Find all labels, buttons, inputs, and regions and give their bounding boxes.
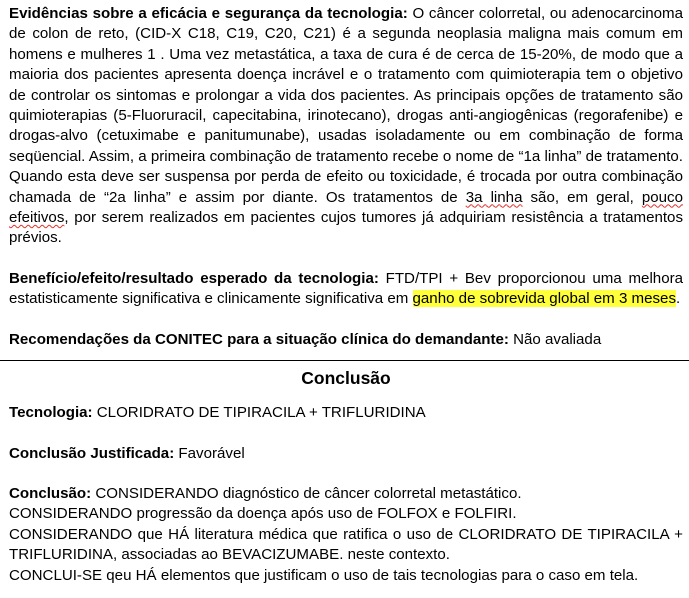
conclusion-line-1 xyxy=(9,484,683,504)
evidence-label: Evidências sobre a eficácia e segurança da tecnologia: xyxy=(9,5,408,22)
evidence-text: O câncer colorretal, ou adenocarcinoma de colon de reto, (CID-X C18, C19, C20, C21) é a segunda neoplasia maligna mais comum em homens e mulheres 1 . Uma vez metastática, a taxa de cura é de cerca de 15-20%, de modo que a maioria dos pacientes apresenta doença incrável e o tratamento com quimioterapia tem o objetivo de controlar os sintomas e prolongar a vida dos pacientes. As principais opções de tratamento são quimioterapias (5-Fluoruracil, capecitabina, irinotecano), drogas anti-angiogênicas (regorafenibe) e drogas-alvo (cetuximabe e panitumunabe), usadas isoladamente ou em combinação de forma seqüencial. Assim, a primeira combinação de tratamento recebe o nome de “1a linha” de tratamento. Quando esta deve ser suspensa por perda de efeito ou toxicidade, é trocada por outra combinação chamada de “2a linha” e assim por diante. Os tratamentos de xyxy=(9,5,684,206)
benefit-text: FTD/TPI + Bev proporcionou uma melhora estatisticamente significativa e clinicamente significativa em xyxy=(9,269,684,308)
spelling-flag-pouco-efeitivos: pouco efeitivos xyxy=(9,188,683,227)
spacer xyxy=(9,249,683,269)
spacer xyxy=(9,424,683,444)
technology-value: CLORIDRATO DE TIPIRACILA + TRIFLURIDINA xyxy=(92,404,426,422)
recommendation-paragraph xyxy=(9,330,683,350)
justified-value: Favorável xyxy=(174,444,245,462)
conclusion-line-2: CONSIDERANDO progressão da doença após uso de FOLFOX e FOLFIRI. xyxy=(9,505,517,523)
conclusion-label: Conclusão: xyxy=(9,484,92,502)
evidence-paragraph xyxy=(9,4,683,249)
spacer xyxy=(9,464,683,484)
recommendation-label: Recomendações da CONITEC para a situação clínica do demandante: xyxy=(9,330,509,348)
section-divider xyxy=(0,360,689,361)
conclusion-heading: Conclusão xyxy=(301,368,391,389)
justified-conclusion-line xyxy=(9,444,683,464)
document-page xyxy=(9,4,683,586)
evidence-text-end: , por serem realizados em pacientes cujos tumores já adquiriam resistência a tratamentos prévios. xyxy=(9,209,683,247)
benefit-label: Benefício/efeito/resultado esperado da tecnologia: xyxy=(9,269,379,287)
technology-label: Tecnologia: xyxy=(9,404,93,422)
conclusion-text-1: CONSIDERANDO diagnóstico de câncer colorretal metastático. xyxy=(91,484,522,502)
recommendation-value: Não avaliada xyxy=(508,330,602,348)
spelling-flag-3a-linha: 3a linha xyxy=(465,188,523,206)
highlighted-survival-gain: ganho de sobrevida global em 3 meses xyxy=(412,290,676,308)
conclusion-line-4: CONCLUI-SE qeu HÁ elementos que justificam o uso de tais tecnologias para o caso em tela. xyxy=(9,566,639,584)
technology-line xyxy=(9,403,683,423)
benefit-paragraph xyxy=(9,269,683,310)
benefit-end: . xyxy=(676,290,681,308)
evidence-text-mid: são, em geral, xyxy=(522,188,642,206)
conclusion-line-3: CONSIDERANDO que HÁ literatura médica que ratifica o uso de CLORIDRATO DE TIPIRACILA + TRIFLURIDINA, associadas ao BEVACIZUMABE. neste contexto. xyxy=(9,525,683,564)
spacer xyxy=(9,310,683,330)
justified-label: Conclusão Justificada: xyxy=(9,444,175,462)
